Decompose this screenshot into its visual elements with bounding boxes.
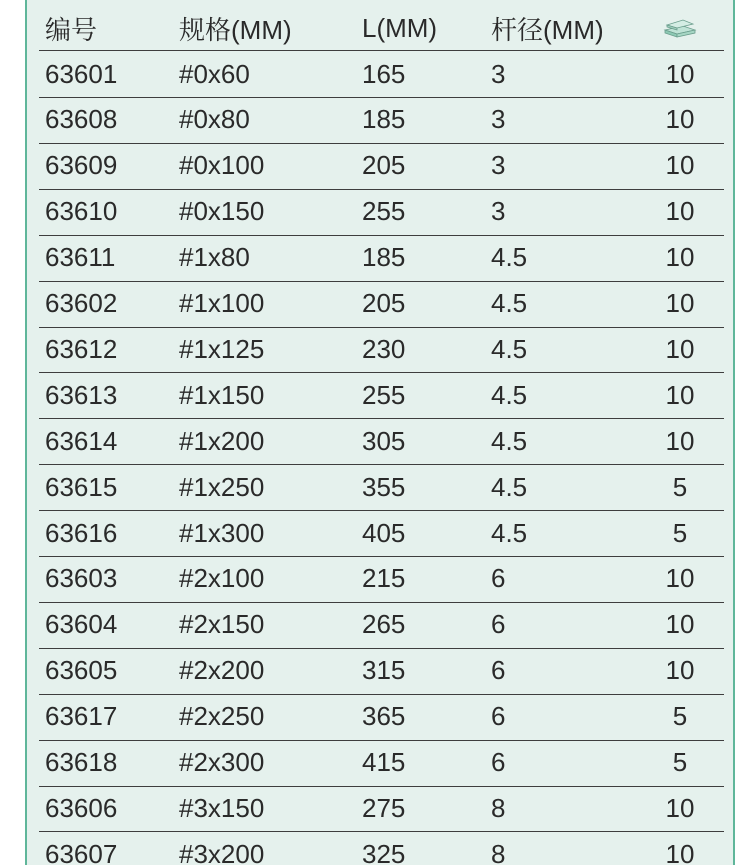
table-row: [39, 97, 724, 144]
cell-spec: #1x100: [179, 288, 265, 318]
cell-shaft-diameter: 4.5: [491, 333, 528, 364]
cell-spec: #2x100: [179, 563, 265, 594]
cell-pack-quantity: 5: [672, 471, 688, 502]
cell-length: 255: [362, 196, 406, 227]
cell-pack-quantity: 10: [665, 150, 695, 181]
table-row: [39, 602, 724, 649]
table-row: [39, 189, 724, 236]
cell-shaft-diameter: 8: [491, 792, 506, 823]
cell-length: 315: [362, 655, 406, 686]
cell-length: 230: [362, 333, 406, 364]
cell-length: 365: [362, 701, 406, 732]
cell-pack-quantity: 10: [665, 838, 695, 865]
cell-code: 63610: [45, 196, 118, 227]
header-length: L(MM): [362, 12, 438, 43]
cell-pack-quantity: 10: [665, 288, 695, 318]
table-row: [39, 556, 724, 603]
cell-spec: #1x125: [179, 333, 265, 364]
table-row: [39, 694, 724, 741]
cell-length: 325: [362, 838, 406, 865]
cell-spec: #1x200: [179, 425, 265, 456]
table-row: [39, 143, 724, 190]
table-row: [39, 740, 724, 787]
cell-shaft-diameter: 4.5: [491, 242, 528, 273]
cell-length: 185: [362, 104, 406, 135]
cell-shaft-diameter: 3: [491, 196, 506, 227]
header-code: 编号: [45, 14, 98, 45]
cell-pack-quantity: 10: [665, 104, 695, 135]
table-row: [39, 831, 724, 865]
cell-spec: #1x300: [179, 517, 265, 548]
table-row: [39, 51, 724, 98]
cell-spec: #2x250: [179, 701, 265, 732]
table-row: [39, 785, 724, 832]
table-row: [39, 464, 724, 511]
cell-spec: #0x60: [179, 58, 250, 89]
cell-code: 63618: [45, 747, 118, 777]
cell-shaft-diameter: 3: [491, 58, 506, 89]
cell-pack-quantity: 10: [665, 58, 695, 89]
cell-code: 63611: [45, 242, 116, 273]
cell-code: 63604: [45, 609, 118, 640]
table-header: [39, 6, 724, 51]
cell-spec: #2x300: [179, 747, 265, 777]
header-shaft-diameter: 杆径(MM): [491, 14, 604, 45]
cell-code: 63602: [45, 288, 118, 318]
cell-shaft-diameter: 3: [491, 150, 506, 181]
cell-length: 275: [362, 792, 406, 823]
header-spec: 规格(MM): [179, 14, 292, 45]
header-pack-quantity: [637, 6, 723, 50]
package-stack-icon: [663, 16, 697, 40]
table-row: [39, 418, 724, 465]
cell-pack-quantity: 10: [665, 655, 695, 686]
cell-spec: #1x80: [179, 242, 250, 273]
table-row: [39, 648, 724, 695]
cell-pack-quantity: 5: [672, 747, 688, 777]
cell-spec: #2x150: [179, 609, 265, 640]
cell-code: 63613: [45, 379, 118, 410]
cell-pack-quantity: 10: [665, 792, 695, 823]
table-row: [39, 281, 724, 328]
cell-code: 63615: [45, 471, 118, 502]
cell-pack-quantity: 10: [665, 563, 695, 594]
cell-shaft-diameter: 4.5: [491, 379, 528, 410]
cell-shaft-diameter: 8: [491, 838, 506, 865]
cell-shaft-diameter: 4.5: [491, 517, 528, 548]
cell-length: 205: [362, 288, 406, 318]
cell-shaft-diameter: 6: [491, 655, 506, 686]
cell-shaft-diameter: 4.5: [491, 288, 528, 318]
cell-spec: #1x250: [179, 471, 265, 502]
cell-pack-quantity: 10: [665, 609, 695, 640]
cell-length: 165: [362, 58, 406, 89]
cell-spec: #1x150: [179, 379, 265, 410]
cell-code: 63601: [45, 58, 118, 89]
cell-shaft-diameter: 6: [491, 701, 506, 732]
cell-length: 305: [362, 425, 406, 456]
cell-spec: #0x80: [179, 104, 250, 135]
cell-length: 205: [362, 150, 406, 181]
cell-length: 255: [362, 379, 406, 410]
cell-pack-quantity: 5: [672, 517, 688, 548]
cell-code: 63617: [45, 701, 118, 732]
cell-code: 63616: [45, 517, 118, 548]
cell-length: 355: [362, 471, 406, 502]
cell-shaft-diameter: 3: [491, 104, 506, 135]
cell-code: 63609: [45, 150, 118, 181]
cell-pack-quantity: 10: [665, 242, 695, 273]
cell-pack-quantity: 10: [665, 425, 695, 456]
table-row: [39, 235, 724, 282]
cell-code: 63614: [45, 425, 118, 456]
cell-code: 63603: [45, 563, 118, 594]
cell-spec: #0x100: [179, 150, 265, 181]
cell-pack-quantity: 10: [665, 196, 695, 227]
cell-spec: #0x150: [179, 196, 265, 227]
cell-spec: #3x150: [179, 792, 265, 823]
cell-code: 63607: [45, 838, 118, 865]
cell-length: 415: [362, 747, 406, 777]
table-row: [39, 326, 724, 373]
cell-shaft-diameter: 6: [491, 609, 506, 640]
cell-code: 63612: [45, 333, 118, 364]
cell-shaft-diameter: 4.5: [491, 471, 528, 502]
cell-length: 215: [362, 563, 406, 594]
table-row: [39, 510, 724, 557]
cell-code: 63605: [45, 655, 118, 686]
cell-pack-quantity: 10: [665, 379, 695, 410]
spec-table-panel: [25, 0, 735, 865]
cell-length: 265: [362, 609, 406, 640]
cell-spec: #2x200: [179, 655, 265, 686]
cell-length: 185: [362, 242, 406, 273]
cell-shaft-diameter: 6: [491, 563, 506, 594]
cell-pack-quantity: 10: [665, 333, 695, 364]
cell-shaft-diameter: 4.5: [491, 425, 528, 456]
table-row: [39, 372, 724, 419]
cell-code: 63608: [45, 104, 118, 135]
cell-code: 63606: [45, 792, 118, 823]
cell-shaft-diameter: 6: [491, 747, 506, 777]
cell-pack-quantity: 5: [672, 701, 688, 732]
cell-length: 405: [362, 517, 406, 548]
cell-spec: #3x200: [179, 838, 265, 865]
